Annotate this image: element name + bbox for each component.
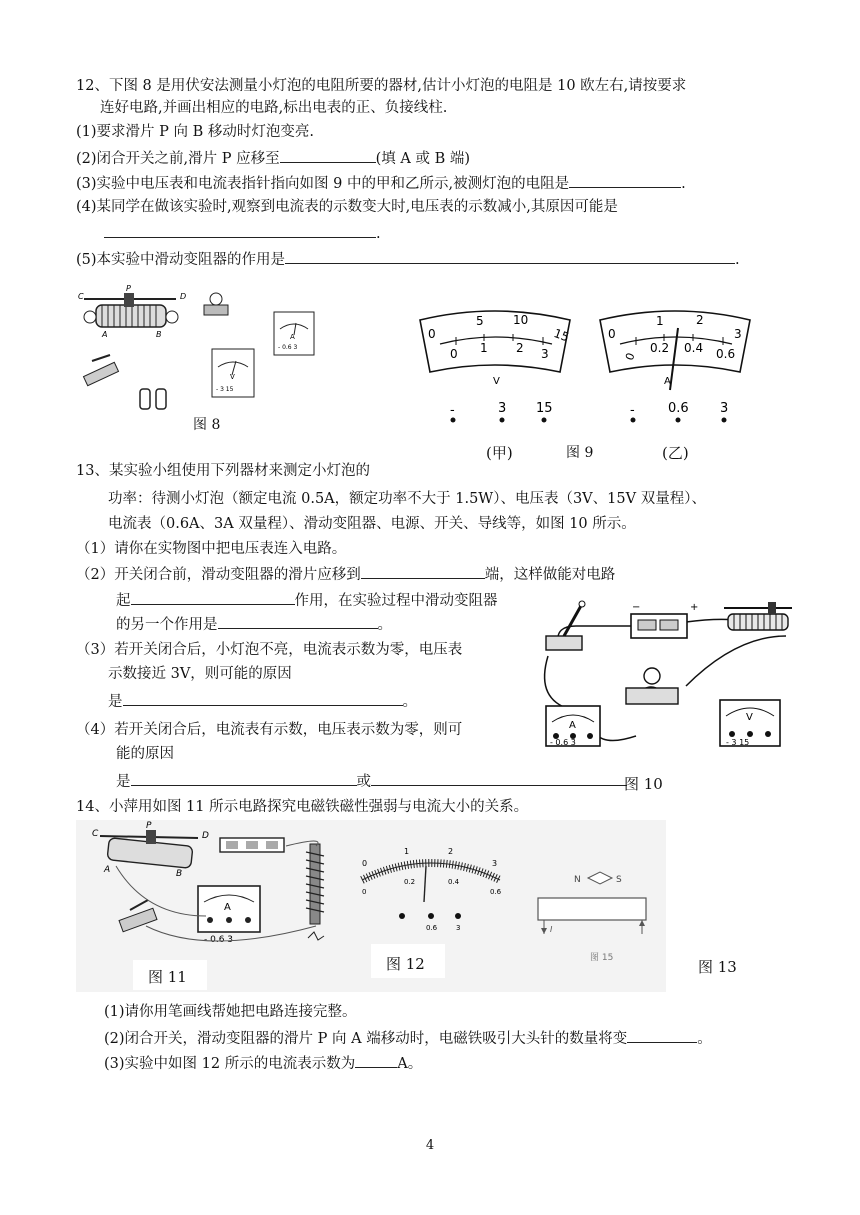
rheostat-label-d: D <box>180 292 187 301</box>
q13-part-3-line-3 <box>108 690 417 712</box>
svg-text:+: + <box>690 602 699 613</box>
fig11-label-d: D <box>202 831 209 841</box>
amp-letter: A <box>664 376 671 387</box>
volt-top-scale-10: 10 <box>513 313 529 327</box>
q12-part-2-text: (2)闭合开关之前,滑片 P 应移至 <box>76 151 280 167</box>
q13-part-2 <box>76 563 615 585</box>
q14-part-3-text: (3)实验中如图 12 所示的电流表示数为 <box>104 1056 356 1072</box>
figure-12-caption: 图 12 <box>386 955 425 973</box>
fig15-caption: 图 15 <box>590 953 614 963</box>
q13-part-2-line-3 <box>116 613 392 635</box>
answer-blank[interactable] <box>123 690 403 706</box>
electromagnet-icon <box>306 844 324 940</box>
fig12-bottom-04: 0.4 <box>448 878 460 886</box>
fig11-ammeter-terminals: - 0.6 3 <box>204 935 234 945</box>
amp-top-scale-0: 0 <box>608 327 616 341</box>
answer-blank[interactable] <box>280 147 376 163</box>
volt-terminal-3: 3 <box>498 401 507 416</box>
fig11-label-p: P <box>146 821 152 831</box>
fig12-bottom-0: 0 <box>362 888 367 896</box>
q13-part-2-text: （2）开关闭合前，滑动变阻器的滑片应移到 <box>76 567 361 583</box>
page-number: 4 <box>425 1138 435 1153</box>
ammeter-icon <box>198 886 260 932</box>
q12-part-2-hint: (填 A 或 B 端) <box>375 151 471 167</box>
answer-blank[interactable] <box>569 172 681 188</box>
volt-bottom-scale-3: 3 <box>541 347 549 361</box>
q13-part-3-line-2: 示数接近 3V，则可能的原因 <box>108 666 292 682</box>
volt-letter: V <box>493 376 500 387</box>
rheostat-icon <box>724 602 792 630</box>
q12-part-3-text: (3)实验中电压表和电流表指针指向如图 9 中的甲和乙所示,被测灯泡的电阻是 <box>76 176 570 192</box>
answer-blank[interactable] <box>131 770 357 786</box>
rheostat-label-c: C <box>78 292 84 301</box>
q12-line-2: 连好电路,并画出相应的电路,标出电表的正、负接线柱. <box>100 100 448 116</box>
q12-part-4: (4)某同学在做该实验时,观察到电流表的示数变大时,电压表的示数减小,其原因可能是 <box>76 199 618 215</box>
q13-part-3-text-c: 是 <box>108 694 123 710</box>
q12-part-4-end: . <box>376 226 381 242</box>
battery-icon <box>631 602 698 638</box>
q13-part-4-text-c: 是 <box>116 774 131 790</box>
compass-needle-icon <box>588 872 612 884</box>
fig12-top-0: 0 <box>362 859 368 868</box>
voltmeter-dial-icon <box>420 311 570 372</box>
q12-part-5-end: . <box>735 252 740 268</box>
q12-line-1: 12、下图 8 是用伏安法测量小灯泡的电阻所要的器材,估计小灯泡的电阻是 10 欧左右,请按要求 <box>76 78 687 94</box>
q14-part-2 <box>104 1027 712 1049</box>
volt-top-scale-5: 5 <box>476 314 484 328</box>
q13-part-4-line-1: （4）若开关闭合后，电流表有示数，电压表示数为零，则可 <box>76 722 463 738</box>
rheostat-label-p: P <box>126 284 131 293</box>
answer-blank[interactable] <box>218 613 378 629</box>
bulb-icon <box>626 668 678 704</box>
electromagnet-bar-icon <box>538 898 646 934</box>
q13-line-2: 功率：待测小灯泡（额定电流 0.5A，额定功率不大于 1.5W）、电压表（3V、15V 双量程）、 <box>108 491 706 507</box>
volt-terminal-neg: - <box>450 403 455 418</box>
figure-10-caption: 图 10 <box>624 775 663 793</box>
figure-8-caption: 图 8 <box>193 417 221 433</box>
fig10-voltmeter-terminals: - 3 15 <box>726 738 750 747</box>
amp-bottom-scale-06: 0.6 <box>716 347 736 361</box>
answer-blank[interactable] <box>285 248 735 264</box>
rheostat-icon <box>84 293 178 327</box>
rheostat-icon <box>100 830 198 868</box>
q12-part-3 <box>76 172 686 194</box>
q13-part-2-text-b: 端，这样做能对电路 <box>484 567 616 583</box>
figure-9-meters <box>418 308 798 458</box>
answer-blank[interactable] <box>627 1027 697 1043</box>
ammeter-letter: A <box>290 333 295 341</box>
rheostat-label-b: B <box>156 330 162 339</box>
answer-blank[interactable] <box>355 1052 397 1068</box>
q13-part-2-text-e: 的另一个作用是 <box>116 617 218 633</box>
amp-bottom-scale-02: 0.2 <box>650 341 670 355</box>
volt-bottom-scale-2: 2 <box>516 341 524 355</box>
q13-part-2-text-d: 作用，在实验过程中滑动变阻器 <box>294 593 498 609</box>
fig11-label-c: C <box>92 829 99 839</box>
switch-icon <box>83 355 118 386</box>
q13-part-2-line-2 <box>116 589 498 611</box>
fig12-top-3: 3 <box>492 859 498 868</box>
q14-line-1: 14、小萍用如图 11 所示电路探究电磁铁磁性强弱与电流大小的关系。 <box>76 799 529 815</box>
amp-bottom-scale-04: 0.4 <box>684 341 704 355</box>
volt-top-scale-0: 0 <box>428 327 436 341</box>
figure-9-caption: 图 9 <box>566 445 594 461</box>
q14-part-3-end: A。 <box>397 1056 423 1072</box>
q13-part-2-text-f: 。 <box>377 617 392 633</box>
q14-part-3 <box>104 1052 422 1074</box>
q13-line-1: 13、某实验小组使用下列器材来测定小灯泡的 <box>76 463 370 479</box>
volt-terminal-15: 15 <box>536 401 553 416</box>
rheostat-label-a: A <box>102 330 108 339</box>
q14-part-1: (1)请你用笔画线帮她把电路连接完整。 <box>104 1004 357 1020</box>
amp-top-scale-2: 2 <box>696 313 704 327</box>
figure-13-caption: 图 13 <box>698 958 737 976</box>
answer-blank[interactable] <box>371 770 627 786</box>
q13-line-3: 电流表（0.6A、3A 双量程）、滑动变阻器、电源、开关、导线等，如图 10 所示。 <box>108 516 636 532</box>
fig12-top-1: 1 <box>404 847 410 856</box>
svg-text:A: A <box>569 720 576 731</box>
svg-text:V: V <box>746 712 753 723</box>
answer-blank[interactable] <box>104 222 376 238</box>
figure-8-apparatus <box>76 285 406 435</box>
q14-part-2-text: (2)闭合开关，滑动变阻器的滑片 P 向 A 端移动时，电磁铁吸引大头针的数量将变 <box>104 1031 628 1047</box>
fig11-label-b: B <box>176 869 183 879</box>
switch-icon <box>119 900 157 932</box>
svg-text:A: A <box>224 902 231 913</box>
fig15-i: I <box>550 925 553 934</box>
amp-terminal-3: 3 <box>720 401 729 416</box>
q13-part-1: （1）请你在实物图中把电压表连入电路。 <box>76 541 347 557</box>
volt-bottom-scale-1: 1 <box>480 341 488 355</box>
amp-terminal-neg: - <box>630 403 635 418</box>
fig12-terminal-06: 0.6 <box>426 924 438 932</box>
q13-part-4-text-d: 或 <box>356 774 371 790</box>
q13-part-4-line-3 <box>116 770 627 792</box>
q12-part-4-line <box>104 222 381 244</box>
fig12-bottom-06: 0.6 <box>490 888 502 896</box>
fig12-top-2: 2 <box>448 847 454 856</box>
volt-top-scale-15: 15 <box>551 326 571 345</box>
bulb-icon <box>204 293 228 315</box>
ammeter-dial-icon <box>600 311 750 372</box>
voltmeter-letter: V <box>230 373 235 381</box>
fig11-label-a: A <box>104 865 111 875</box>
fig12-terminal-3: 3 <box>456 924 461 932</box>
q12-part-5-text: (5)本实验中滑动变阻器的作用是 <box>76 252 286 268</box>
svg-text:−: − <box>632 602 641 613</box>
figure-9-right-label: (乙) <box>662 444 689 462</box>
figure-10-circuit <box>536 596 806 756</box>
amp-top-scale-1: 1 <box>656 314 664 328</box>
answer-blank[interactable] <box>361 563 485 579</box>
battery-icon <box>140 389 166 409</box>
amp-top-scale-3: 3 <box>734 327 742 341</box>
amp-bottom-scale-0: 0 <box>622 351 638 363</box>
ammeter-terminals: - 0.6 3 <box>278 344 298 351</box>
answer-blank[interactable] <box>131 589 295 605</box>
voltmeter-terminals: - 3 15 <box>216 386 234 393</box>
figure-9-left-label: (甲) <box>486 444 513 462</box>
q12-part-3-end: . <box>681 176 686 192</box>
q12-part-2 <box>76 147 470 169</box>
q12-part-1: (1)要求滑片 P 向 B 移动时灯泡变亮. <box>76 124 314 140</box>
fig12-dial-icon <box>362 863 500 902</box>
fig15-s: S <box>616 875 622 885</box>
fig15-n: N <box>574 875 581 885</box>
battery-icon <box>220 838 284 852</box>
fig10-ammeter-terminals: - 0.6 3 <box>550 738 576 747</box>
q13-part-4-line-2: 能的原因 <box>116 746 174 762</box>
amp-terminal-06: 0.6 <box>668 401 689 416</box>
q14-part-2-end: 。 <box>697 1031 712 1047</box>
q13-part-3-text-d: 。 <box>402 694 417 710</box>
volt-bottom-scale-0: 0 <box>450 347 458 361</box>
fig12-bottom-02: 0.2 <box>404 878 416 886</box>
q12-part-5 <box>76 248 740 270</box>
q13-part-3-line-1: （3）若开关闭合后，小灯泡不亮，电流表示数为零，电压表 <box>76 642 463 658</box>
q13-part-2-text-c: 起 <box>116 593 131 609</box>
figure-11-caption: 图 11 <box>148 968 187 986</box>
